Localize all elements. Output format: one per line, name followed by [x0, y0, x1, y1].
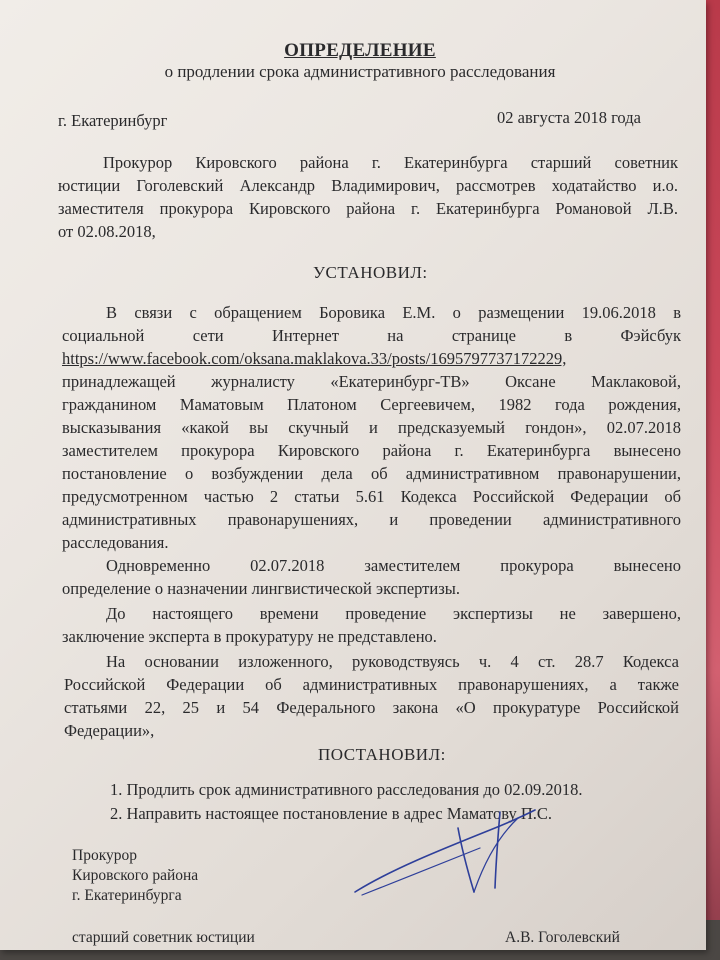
paragraph-line: высказывания «какой вы скучный и предсказуемый гондон», 02.07.2018 [62, 418, 681, 437]
document-subtitle: о продлении срока административного расследования [164, 62, 556, 81]
signer-position-line: Кировского района [72, 867, 199, 884]
resolved-item: 2. Направить настоящее постановление в адрес Маматову П.С. [110, 804, 553, 823]
intro-line: юстиции Гоголевский Александр Владимирович, рассмотрев ходатайство и.о. [58, 176, 678, 195]
paragraph-line: гражданином Маматовым Платоном Сергеевичем, 1982 года рождения, [62, 395, 681, 414]
established-heading: УСТАНОВИЛ: [313, 263, 428, 282]
paragraph-line: принадлежащей журналисту «Екатеринбург-ТВ» Оксане Маклаковой, [62, 372, 681, 391]
paragraph-line: постановление о возбуждении дела об административном правонарушении, [62, 464, 681, 483]
document-title: ОПРЕДЕЛЕНИЕ [284, 40, 436, 61]
signer-name: А.В. Гоголевский [505, 929, 620, 946]
intro-line: Прокурор Кировского района г. Екатеринбурга старший советник [103, 153, 678, 172]
paragraph-line: определение о назначении лингвистической экспертизы. [62, 579, 460, 598]
paragraph-line: До настоящего времени проведение экспертизы не завершено, [106, 604, 681, 623]
intro-line: заместителя прокурора Кировского района г. Екатеринбурга Романовой Л.В. [58, 199, 678, 218]
paragraph-line: заключение эксперта в прокуратуру не представлено. [62, 627, 437, 646]
signer-position-line: Прокурор [72, 847, 138, 864]
paragraph-line: Одновременно 02.07.2018 заместителем прокурора вынесено [106, 556, 681, 575]
paragraph-line: статьями 22, 25 и 54 Федерального закона «О прокуратуре Российской [64, 698, 679, 717]
signer-rank: старший советник юстиции [72, 929, 255, 946]
paragraph-line: Федерации», [64, 721, 155, 740]
city: г. Екатеринбург [58, 111, 168, 130]
paragraph-line: расследования. [62, 533, 169, 552]
paragraph-line: предусмотренном частью 2 статьи 5.61 Кодекса Российской Федерации об [62, 487, 681, 506]
facebook-url: https://www.facebook.com/oksana.maklakova.33/posts/1695797737172229, [62, 349, 567, 368]
handwritten-signature [350, 800, 570, 900]
paragraph-line: На основании изложенного, руководствуясь ч. 4 ст. 28.7 Кодекса [106, 652, 679, 671]
paragraph-line: В связи с обращением Боровика Е.М. о размещении 19.06.2018 в [106, 303, 681, 322]
intro-line: от 02.08.2018, [58, 222, 156, 241]
resolved-item: 1. Продлить срок административного расследования до 02.09.2018. [110, 780, 583, 799]
paragraph-line: административных правонарушениях, и проведении административного [62, 510, 681, 529]
resolved-heading: ПОСТАНОВИЛ: [318, 745, 446, 764]
paragraph-line: заместителем прокурора Кировского района г. Екатеринбурга вынесено [62, 441, 681, 460]
paragraph-line: Российской Федерации об административных правонарушениях, а также [64, 675, 679, 694]
date: 02 августа 2018 года [497, 108, 641, 127]
paragraph-line: социальной сети Интернет на странице в Фэйсбук [62, 326, 681, 345]
signer-position-line: г. Екатеринбурга [72, 887, 182, 904]
